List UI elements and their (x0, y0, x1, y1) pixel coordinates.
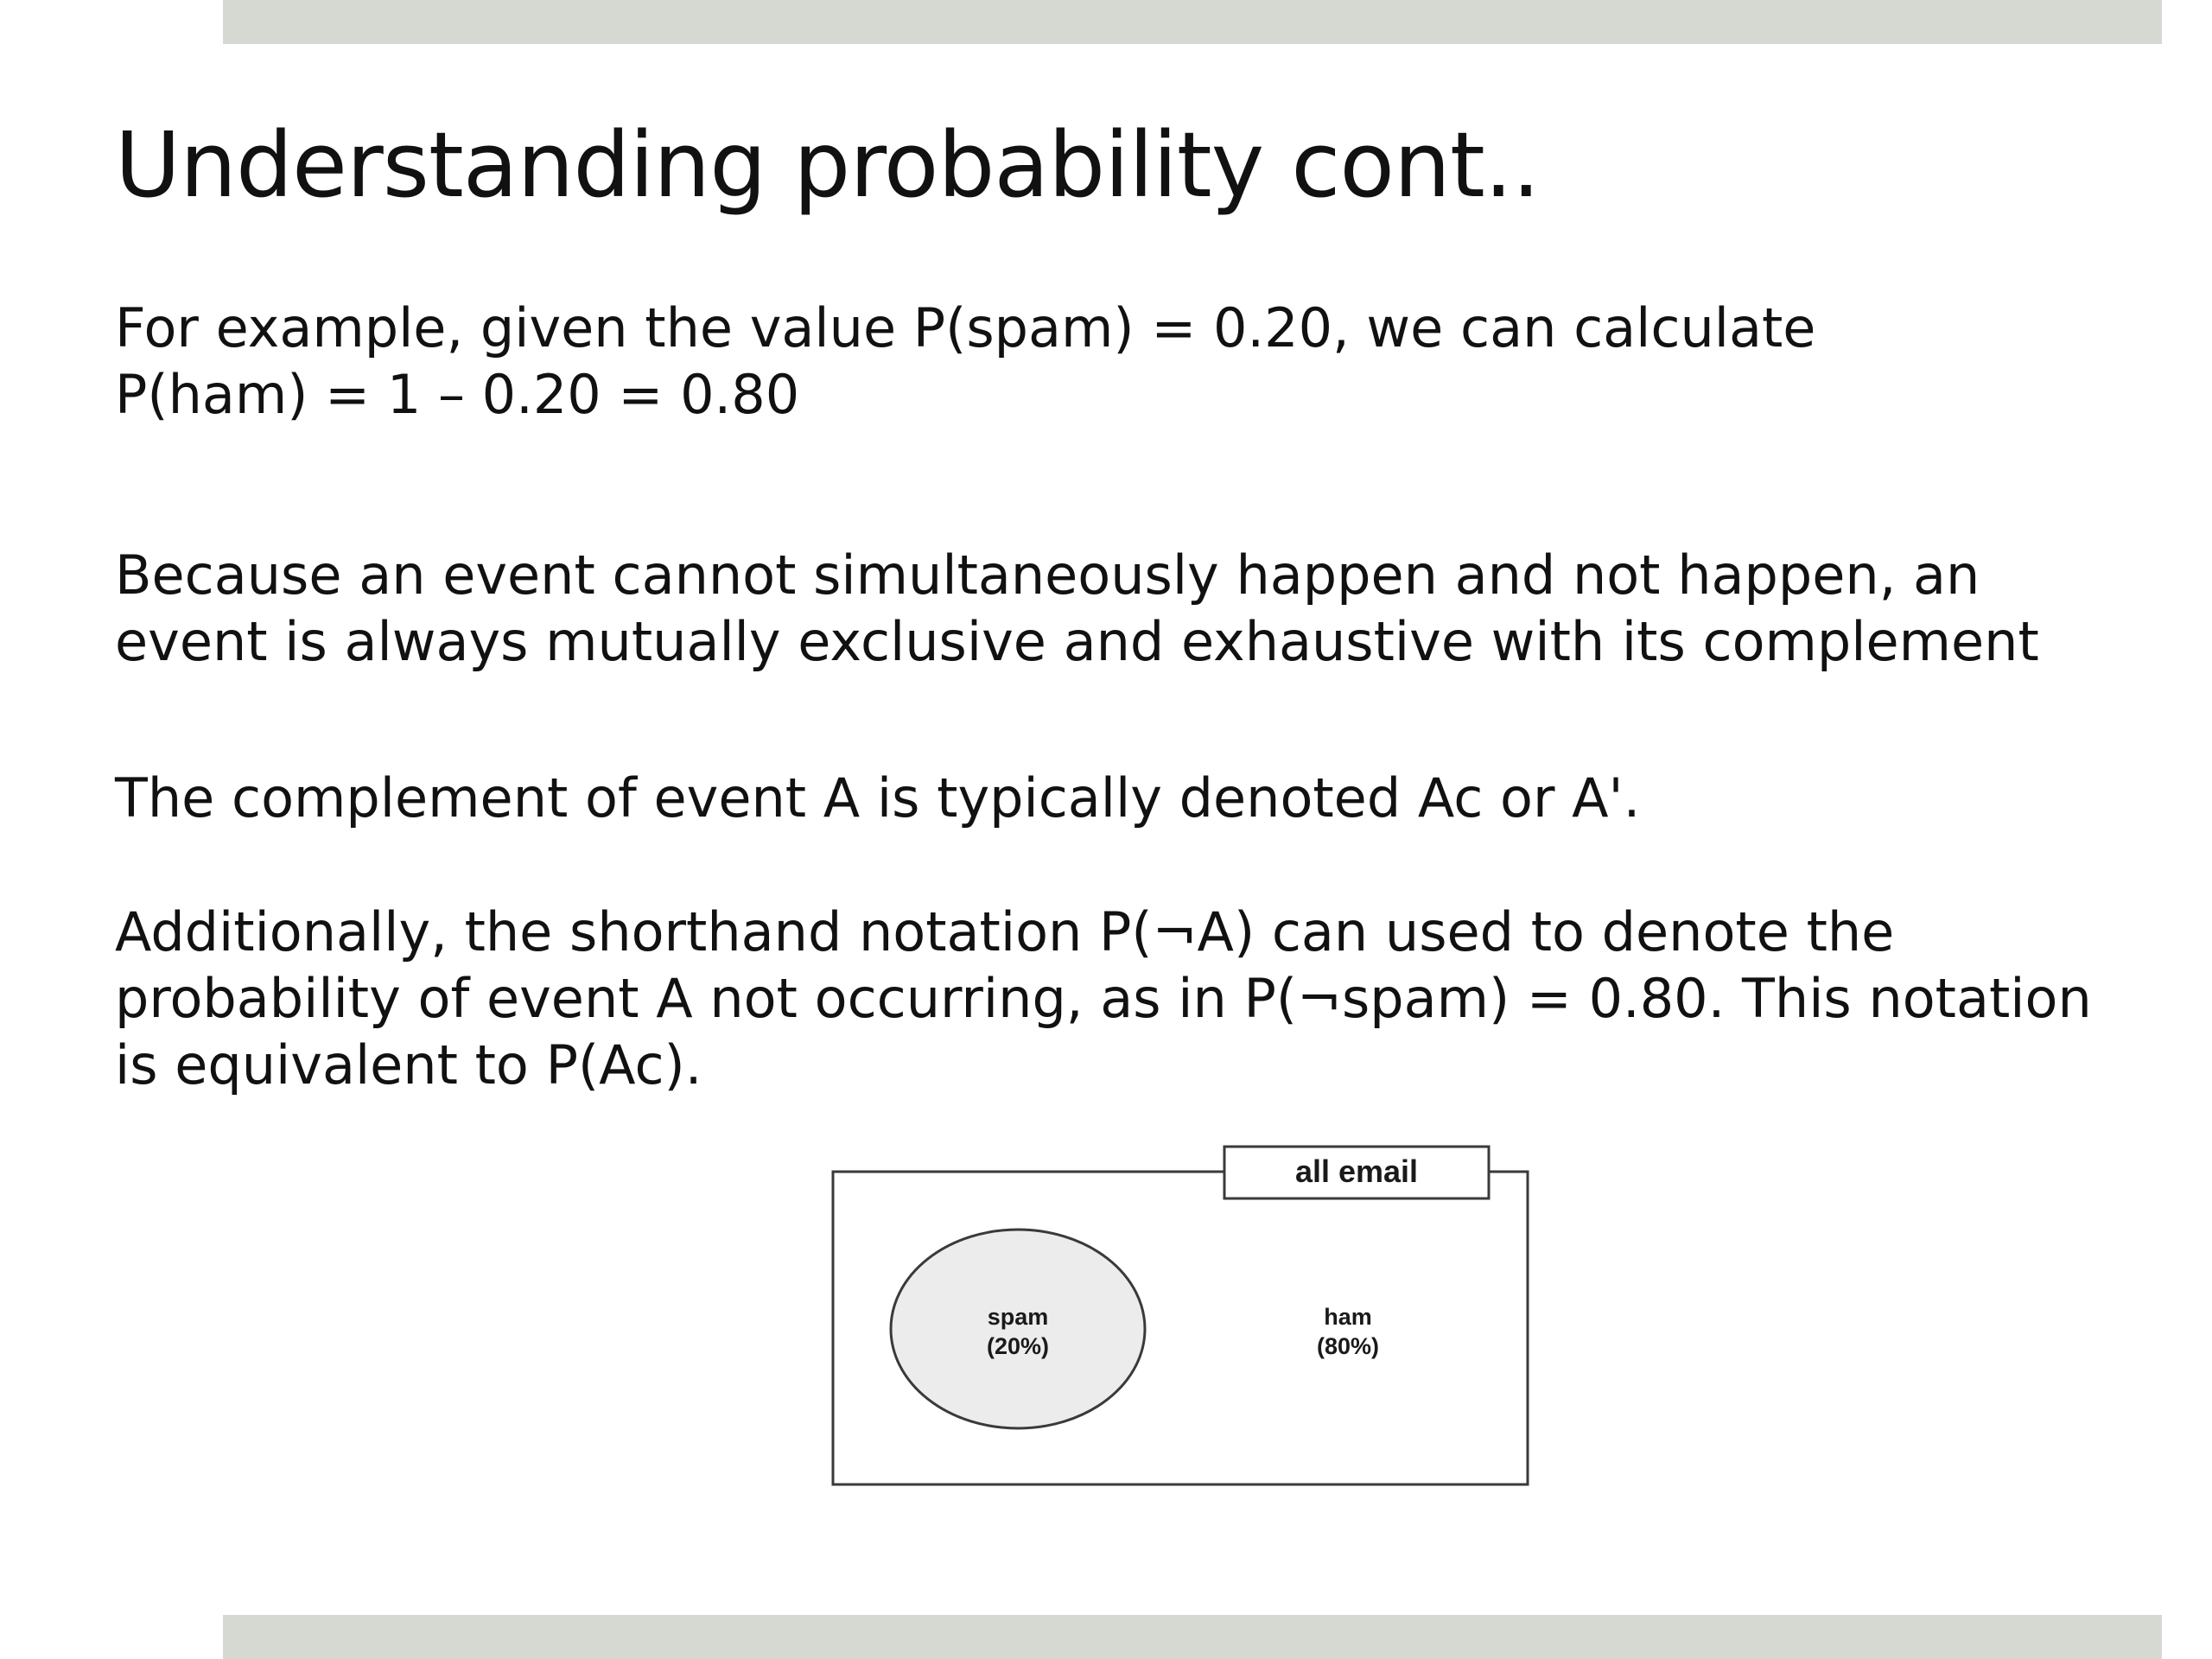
venn-diagram (812, 1132, 1555, 1503)
paragraph-line: Because an event cannot simultaneously happen and not happen, an (115, 543, 1980, 607)
top-decorative-bar (223, 0, 2162, 44)
spam-percent: (20%) (986, 1333, 1050, 1359)
paragraph-complement (115, 765, 1640, 831)
bottom-decorative-bar (223, 1615, 2162, 1659)
all-email-label: all email (1294, 1154, 1419, 1189)
paragraph-example (115, 295, 1815, 428)
ham-percent: (80%) (1316, 1333, 1380, 1359)
paragraph-line: The complement of event A is typically denoted Ac or A'. (115, 766, 1641, 830)
ham-label: ham (1324, 1304, 1372, 1330)
paragraph-line: event is always mutually exclusive and exhaustive with its complement (115, 610, 2039, 673)
paragraph-line: probability of event A not occurring, as in P(¬spam) = 0.80. This notation (115, 967, 2092, 1030)
paragraph-line: is equivalent to P(Ac). (115, 1033, 702, 1096)
paragraph-line: For example, given the value P(spam) = 0.20, we can calculate (115, 296, 1816, 359)
paragraph-mutually-exclusive (115, 542, 2039, 675)
spam-label: spam (987, 1304, 1049, 1330)
paragraph-notation (115, 899, 2092, 1098)
paragraph-line: P(ham) = 1 – 0.20 = 0.80 (115, 363, 800, 426)
paragraph-line: Additionally, the shorthand notation P(¬A) can used to denote the (115, 900, 1895, 963)
slide-title: Understanding probability cont.. (115, 112, 1540, 218)
